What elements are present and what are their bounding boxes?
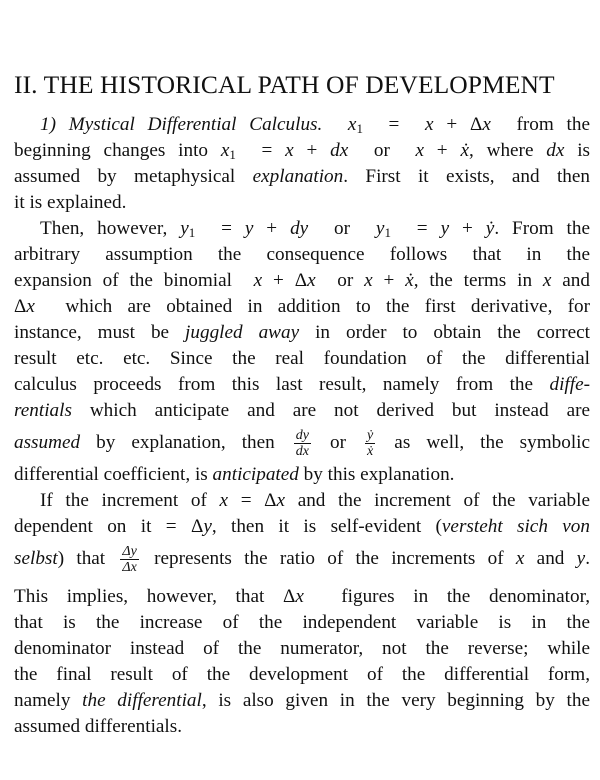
body-text (14, 112, 590, 740)
text-line: expansion of the binomial x + Δx or x + ẋ, the terms in x and (14, 270, 590, 291)
text-line: it is explained. (14, 192, 127, 213)
text-line: This implies, however, that Δx figures in the denominator, (14, 586, 590, 607)
text-line: instance, must be juggled away in order to obtain the correct (14, 322, 590, 343)
text-line: selbst) that $\frac{\Delta y}{\Delta x}$ represents the ratio of the increments of x and y. (14, 544, 590, 576)
text-line: Then, however, $y_1 = y$ + dy or $y_1 = y$ + ẏ. From the (40, 218, 590, 240)
fraction-dy-over-dx-increments: $\frac{\Delta y}{\Delta x}$ (122, 544, 137, 576)
text-line: assumed by explanation, then $\frac{dy}{dx}$ or $\frac{\text{ẏ}}{\text{ẋ}}$ as well, the symbolic (14, 428, 591, 460)
text-line: result etc. etc. Since the real foundation of the differential (14, 348, 590, 369)
text-line: that is the increase of the independent variable is in the (14, 612, 590, 633)
text-line: 1) Mystical Differential Calculus. $x_1 = x + \Delta x$ from the (40, 114, 590, 136)
text-line: Δx which are obtained in addition to the first derivative, for (14, 296, 590, 317)
text-line: namely the differential, is also given in the very beginning by the (14, 690, 590, 711)
text-line: arbitrary assumption the consequence follows that in the (14, 244, 590, 265)
text-line: rentials which anticipate and are not derived but instead are (14, 400, 590, 421)
text-line: assumed by metaphysical explanation. First it exists, and then (14, 166, 591, 187)
text-line: the final result of the development of the differential form, (14, 664, 590, 685)
fraction-dy-dx: $\frac{dy}{dx}$ (295, 428, 309, 460)
text-line: calculus proceeds from this last result, namely from the diffe- (14, 374, 590, 395)
fraction-ydot-xdot: $\frac{\text{ẏ}}{\text{ẋ}}$ (367, 428, 374, 460)
text-line: denominator instead of the numerator, not the reverse; while (14, 638, 590, 659)
text-line: beginning changes into $x_1 = x$ + dx or x + ẋ, where dx is (14, 140, 591, 162)
section-heading: II. THE HISTORICAL PATH OF DEVELOPMENT (14, 70, 555, 99)
text-line: If the increment of x = Δx and the increment of the variable (40, 490, 590, 511)
text-line: assumed differentials. (14, 716, 183, 737)
text-line: dependent on it = Δy, then it is self-evident (versteht sich von (14, 516, 590, 537)
text-line: differential coefficient, is anticipated by this explanation. (14, 464, 455, 485)
